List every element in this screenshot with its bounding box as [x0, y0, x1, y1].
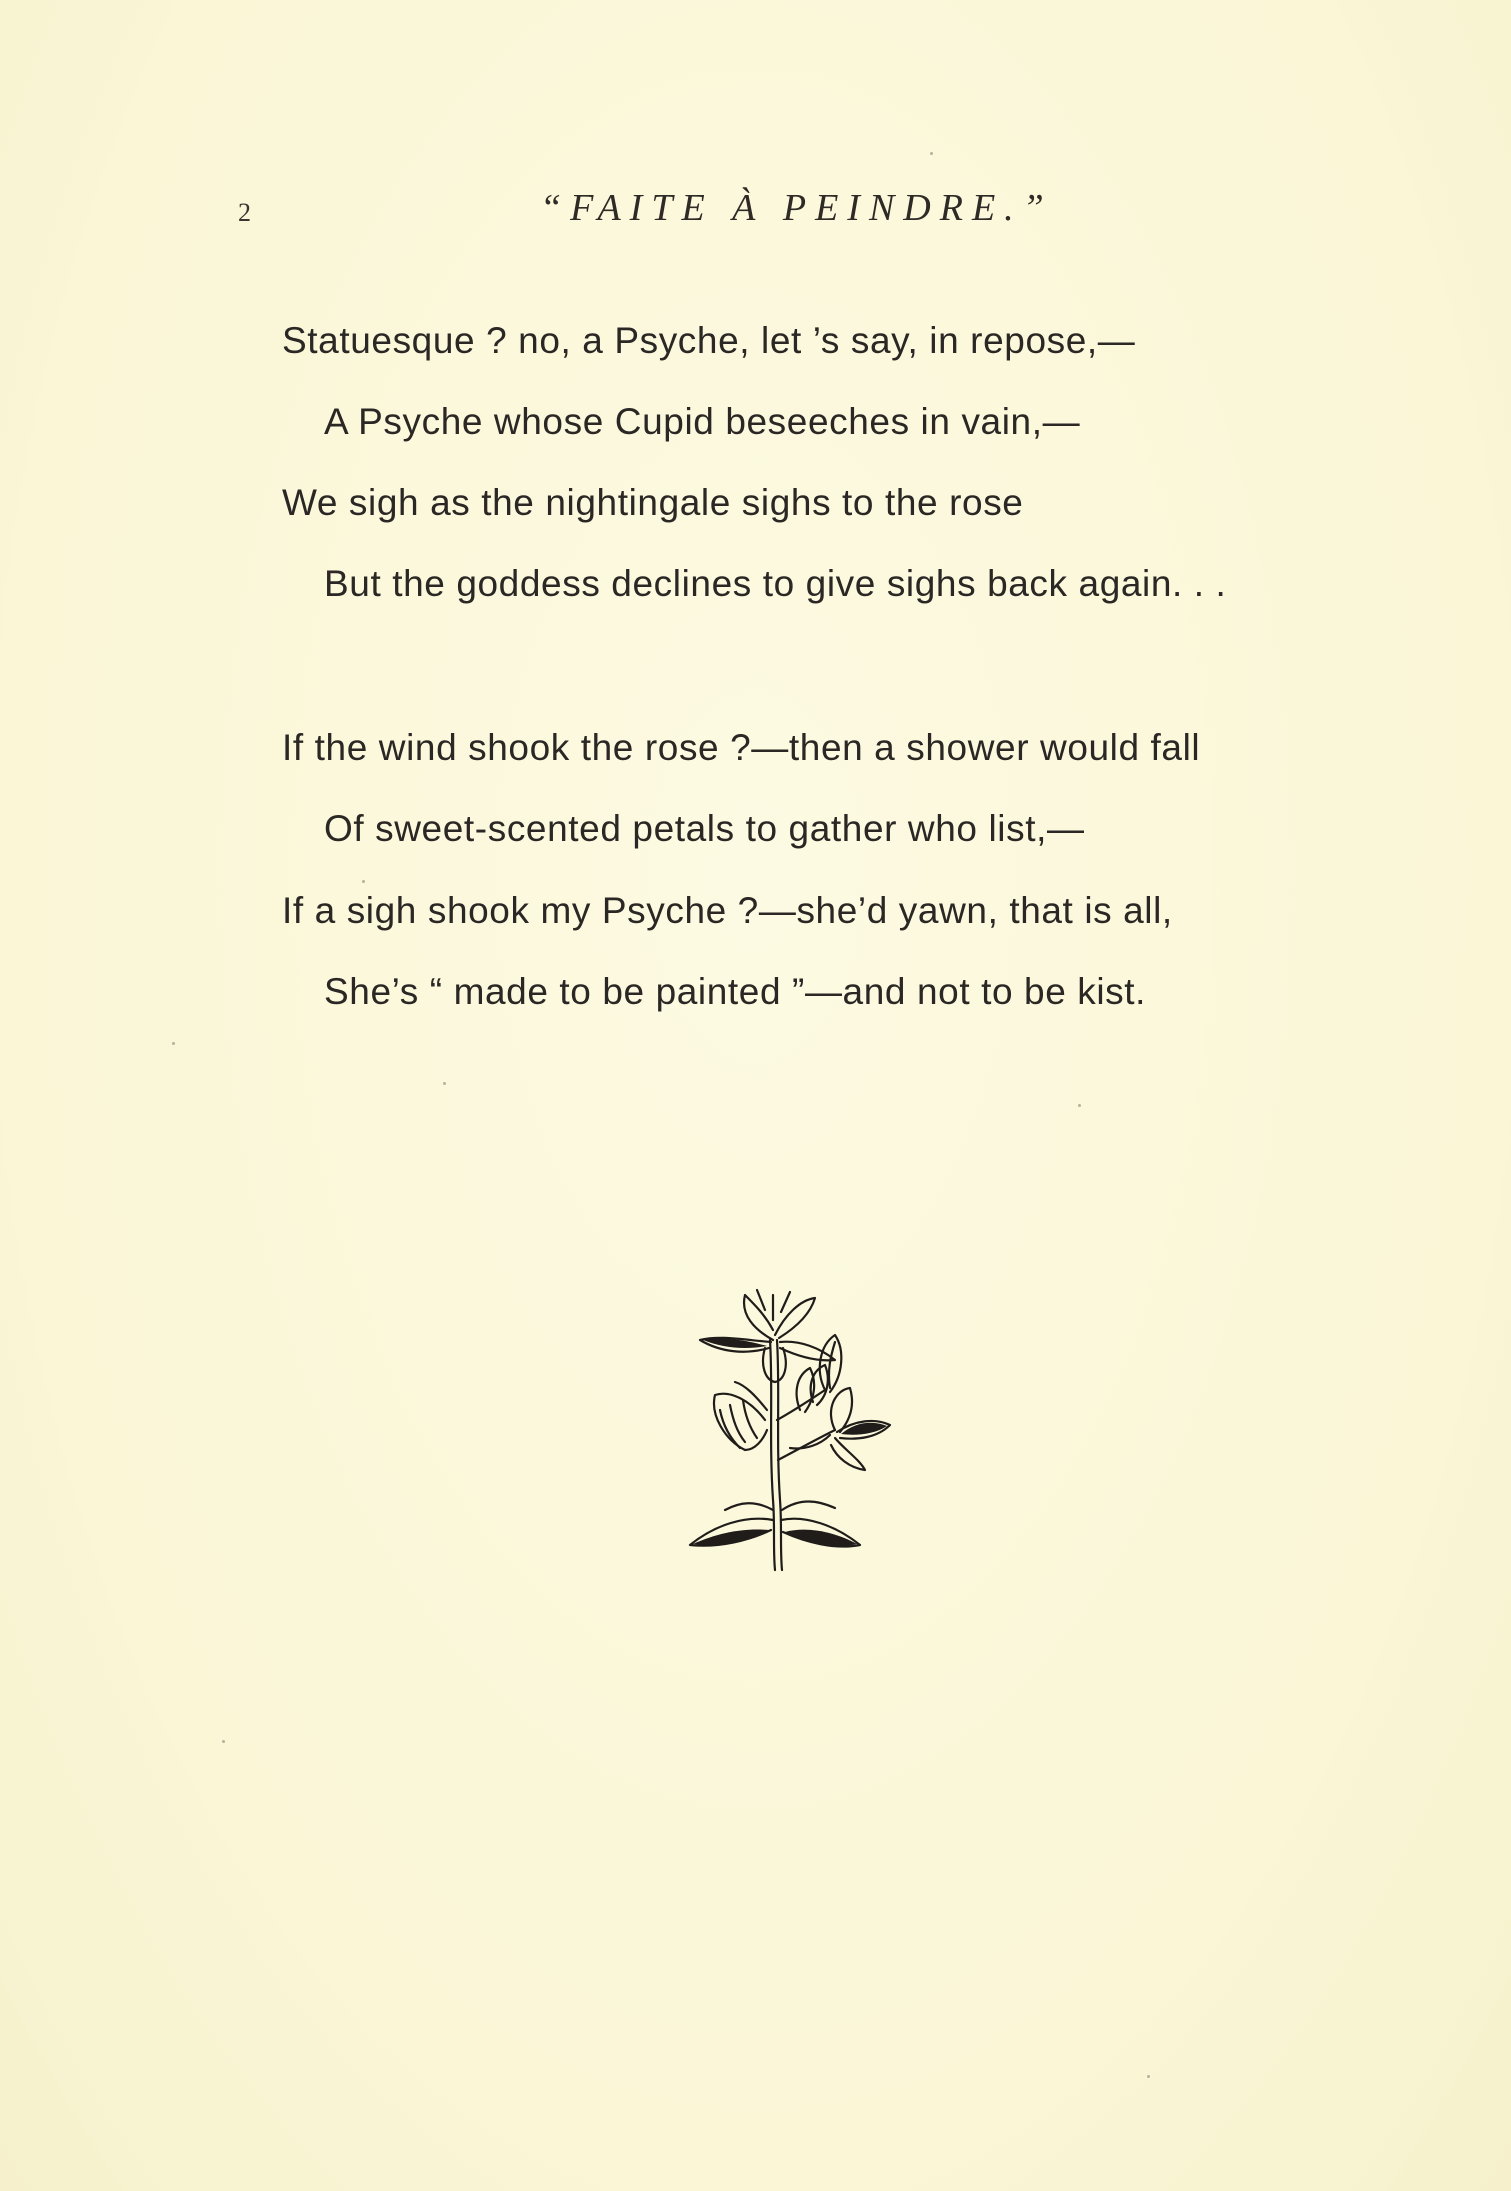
- poem-line: Statuesque ? no, a Psyche, let ’s say, in repose,—: [282, 320, 1136, 361]
- running-title: “FAITE À PEINDRE.”: [540, 187, 1053, 229]
- paper-speck: [172, 1042, 175, 1045]
- paper-speck: [443, 1082, 446, 1085]
- poem-line: A Psyche whose Cupid beseeches in vain,—: [324, 401, 1081, 442]
- poem-line: But the goddess declines to give sighs back again. . .: [324, 563, 1227, 604]
- poem-line: Of sweet-scented petals to gather who list,—: [324, 808, 1085, 849]
- paper-speck: [222, 1740, 225, 1743]
- poem-line: If the wind shook the rose ?—then a shower would fall: [282, 727, 1201, 768]
- paper-speck: [1078, 1104, 1081, 1107]
- poem-line: If a sigh shook my Psyche ?—she’d yawn, that is all,: [282, 890, 1173, 931]
- paper-speck: [362, 880, 365, 883]
- poem-line: She’s “ made to be painted ”—and not to be kist.: [324, 971, 1147, 1012]
- page-number: 2: [238, 198, 252, 227]
- paper-speck: [930, 152, 933, 155]
- poem-line: We sigh as the nightingale sighs to the rose: [282, 482, 1024, 523]
- flower-sprig-icon: [685, 1270, 895, 1580]
- paper-speck: [1147, 2075, 1150, 2078]
